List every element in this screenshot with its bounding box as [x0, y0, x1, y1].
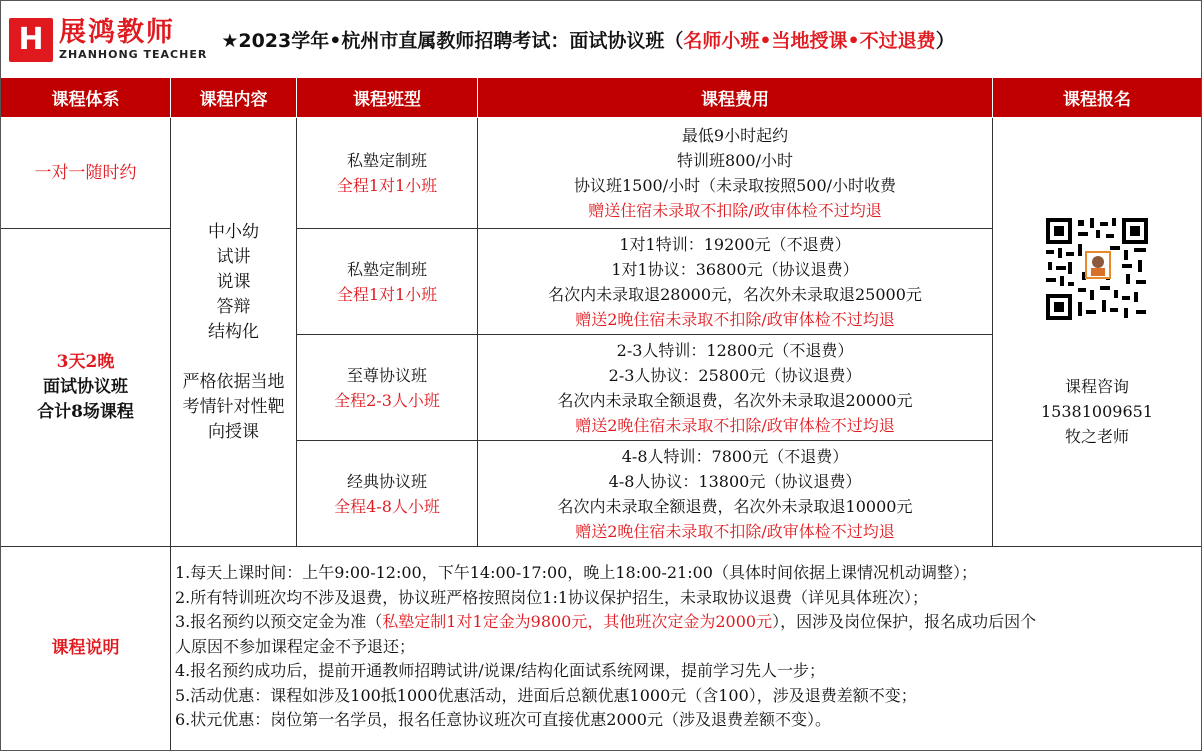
content-line: 试讲: [216, 246, 251, 267]
note-item: [175, 610, 1036, 635]
content-line: 向授课: [208, 421, 259, 442]
logo: [9, 18, 207, 62]
col-header-system: 课程体系: [1, 78, 171, 118]
fee-line: 4-8人特训：7800元（不退费）: [621, 446, 849, 466]
class-type-row-2: [297, 229, 478, 335]
title-end: ）: [935, 30, 955, 52]
class-type-name: 私塾定制班: [346, 151, 427, 170]
package-sessions: 合计8场课程: [37, 402, 134, 422]
fee-line: 最低9小时起约: [681, 126, 789, 145]
fees-row-3: [478, 335, 993, 441]
notes-content: [171, 547, 1201, 750]
class-type-row-3: [297, 335, 478, 441]
qr-code-graphic: [1044, 216, 1150, 322]
class-type-name: 私塾定制班: [346, 259, 427, 279]
col-header-class-type: 课程班型: [297, 78, 478, 118]
system-package: [1, 229, 171, 547]
content-line: 结构化: [208, 321, 259, 342]
fee-line: 协议班1500/小时（未录取按照500/小时收费: [573, 176, 897, 195]
signup-phone[interactable]: 15381009651: [1041, 401, 1153, 421]
content-line: 答辩: [216, 296, 251, 317]
fee-line: 2-3人协议：25800元（协议退费）: [608, 365, 862, 385]
system-one-on-one: 一对一随时约: [1, 118, 171, 229]
note-item: 1.每天上课时间：上午9:00-12:00，下午14:00-17:00，晚上18:00-21:00（具体时间依据上课情况机动调整）；: [175, 563, 977, 582]
signup-panel: [993, 118, 1201, 547]
notes-label: 课程说明: [1, 547, 171, 750]
note-item: 6.状元优惠：岗位第一名学员，报名任意协议班次可直接优惠2000元（涉及退费差额不变）。: [175, 710, 831, 729]
note-deposit-highlight: 私塾定制1对1定金为9800元，其他班次定金为2000元: [382, 612, 773, 631]
header: [1, 1, 1201, 78]
course-content: [171, 118, 297, 547]
note-item: 人原因不参加课程定金不予退还；: [175, 636, 416, 656]
fee-line: 1对1特训：19200元（不退费）: [619, 234, 851, 254]
fees-row-4: [478, 441, 993, 547]
title-main: ★2023学年•杭州市直属教师招聘考试：面试协议班（: [221, 30, 684, 52]
col-header-signup: 课程报名: [993, 78, 1201, 118]
class-type-row-4: [297, 441, 478, 547]
note-text: 3.报名预约以预交定金为准（: [175, 612, 383, 631]
fee-line: 名次内未录取全额退费，名次外未录取退20000元: [557, 390, 913, 410]
title-highlight: 名师小班•当地授课•不过退费: [683, 30, 936, 52]
package-name: 面试协议班: [43, 377, 128, 397]
fees-row-2: [478, 229, 993, 335]
col-header-content: 课程内容: [171, 78, 297, 118]
class-type-sub: 全程4-8人小班: [334, 496, 440, 516]
note-item: 2.所有特训班次均不涉及退费，协议班严格按照岗位1:1协议保护招生，未录取协议退费（详见具体班次）；: [175, 587, 929, 607]
fees-row-1: [478, 118, 993, 229]
note-item: 5.活动优惠：课程如涉及100抵1000优惠活动，进面后总额优惠1000元（含100），涉及退费差额不变；: [175, 685, 917, 705]
col-header-fees: 课程费用: [478, 78, 993, 118]
signup-consult: 课程咨询: [1064, 376, 1129, 396]
page-title: [221, 26, 954, 53]
package-duration: 3天2晚: [56, 352, 115, 372]
class-type-sub: 全程1对1小班: [336, 284, 438, 304]
fee-line: 4-8人协议：13800元（协议退费）: [608, 471, 862, 491]
signup-teacher: 牧之老师: [1064, 426, 1129, 446]
fee-line: 特训班800/小时: [677, 151, 793, 170]
fee-line: 名次内未录取退28000元，名次外未录取退25000元: [548, 284, 922, 304]
fee-gift: 赠送2晚住宿未录取不扣除/政审体检不过均退: [575, 415, 895, 435]
fee-line: 2-3人特训：12800元（不退费）: [616, 340, 854, 360]
content-line: 考情针对性靶: [182, 396, 285, 417]
fee-line: 名次内未录取全额退费，名次外未录取退10000元: [557, 496, 913, 516]
fee-gift: 赠送2晚住宿未录取不扣除/政审体检不过均退: [575, 521, 895, 541]
note-item: 4.报名预约成功后，提前开通教师招聘试讲/说课/结构化面试系统网课，提前学习先人一步；: [175, 661, 826, 680]
note-text: ），因涉及岗位保护，报名成功后因个: [772, 612, 1037, 631]
content-line: 说课: [216, 271, 251, 292]
class-type-name: 至尊协议班: [346, 365, 427, 385]
class-type-sub: 全程2-3人小班: [334, 390, 440, 410]
logo-chinese: 展鸿教师: [59, 17, 175, 48]
content-line: 严格依据当地: [182, 371, 285, 392]
content-line: 中小幼: [208, 221, 259, 242]
logo-english: ZHANHONG TEACHER: [59, 48, 208, 61]
fee-gift: 赠送2晚住宿未录取不扣除/政审体检不过均退: [575, 309, 895, 329]
course-table: [1, 78, 1201, 750]
logo-text: [59, 18, 207, 61]
class-type-name: 经典协议班: [346, 471, 427, 491]
logo-mark-icon: H: [9, 18, 53, 62]
fee-gift: 赠送住宿未录取不扣除/政审体检不过均退: [588, 201, 882, 220]
class-type-row-1: [297, 118, 478, 229]
class-type-sub: 全程1对1小班: [336, 176, 438, 195]
qr-code-icon[interactable]: [1044, 216, 1150, 322]
fee-line: 1对1协议：36800元（协议退费）: [611, 259, 859, 279]
